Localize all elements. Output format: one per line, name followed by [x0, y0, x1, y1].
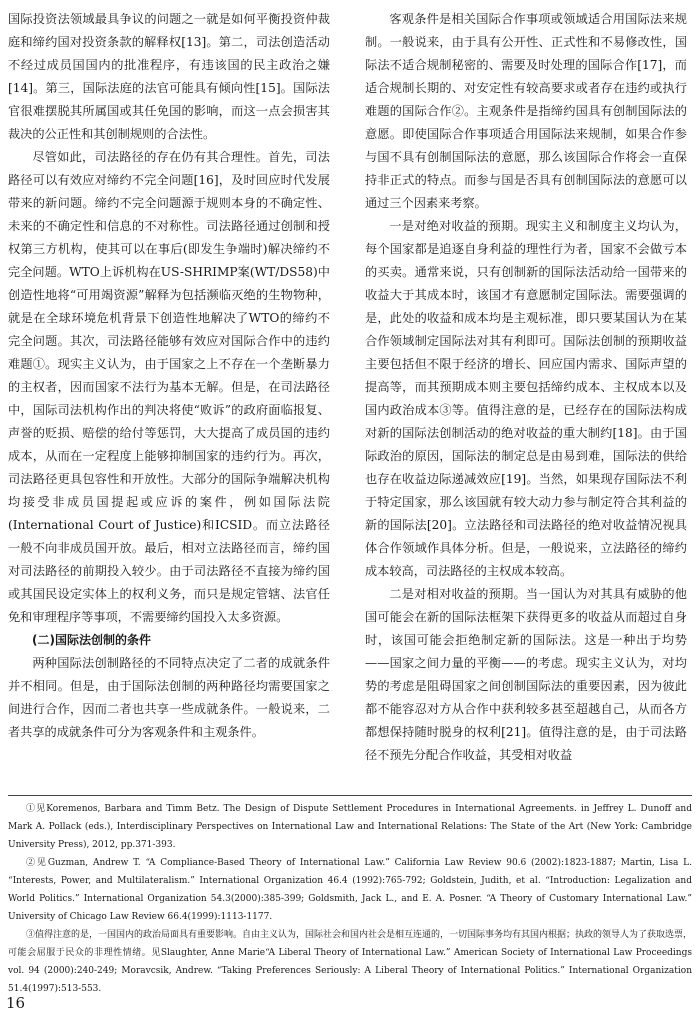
paragraph: 客观条件是相关国际合作事项或领域适合用国际法来规制。一般说来，由于具有公开性、正式性和不易修改性，国际法不适合规制秘密的、需要及时处理的国际合作[17]，而适合规制长期的、对安定性有较高要求或者存在违约或执行难题的国际合作②。主观条件是指缔约国具有创制国际法的意愿。即使国际合作事项适合用国际法来规制，如果合作参与国不具有创制国际法的意愿，那么该国际合作将会一直保持非正式的特点。而参与国是否具有创制国际法的意愿可以通过三个因素来考察。: [365, 12, 687, 210]
footnote: ③值得注意的是，一国国内的政治局面具有重要影响。自由主义认为，国际社会和国内社会是相互连通的，一切国际事务均有其国内根据；执政的领导人为了获取选票，可能会屈服于民众的非理性情绪。见Slaughter, Anne Marie“A Liberal Theory of International Law.” American Society of International Law Proceedings vol. 94 (2000):240-249; Moravcsik, Andrew. “Taking Preferences Seriously: A Liberal Theory of International Politics.” International Organization 51.4(1997):513-553.: [8, 930, 693, 994]
left-column: [8, 8, 330, 744]
footnotes: [8, 800, 692, 998]
paragraph: 尽管如此，司法路径的存在仍有其合理性。首先，司法路径可以有效应对缔约不完全问题[16]，及时回应时代发展带来的新问题。缔约不完全问题源于规则本身的不确定性、未来的不确定性和信息的不对称性。司法路径通过创制和授权第三方机构，使其可以在事后(即发生争端时)解决缔约不完全问题。WTO上诉机构在US-SHRIMP案(WT/DS58)中创造性地将“可用竭资源”解释为包括濒临灭绝的生物物种，就是在全球环境危机背景下创造性地解决了WTO的缔约不完全问题。其次，司法路径能够有效应对国际合作中的违约难题①。现实主义认为，由于国家之上不存在一个垄断暴力的主权者，因而国家不法行为基本无解。但是，在司法路径中，国际司法机构作出的判决将使“败诉”的政府面临报复、声誉的贬损、赔偿的给付等惩罚，大大提高了成员国的违约成本，从而在一定程度上能够抑制国家的违约行为。再次，司法路径更具包容性和开放性。大部分的国际争端解决机构均接受非成员国提起或应诉的案件，例如国际法院(International Court of Justice)和ICSID。而立法路径一般不向非成员国开放。最后，相对立法路径而言，缔约国对司法路径的前期投入较少。由于司法路径不直接为缔约国或其国民设定实体上的权利义务，而只是规定管辖、法官任免和审理程序等事项，不需要缔约国投入太多资源。: [8, 150, 330, 624]
paragraph: 两种国际法创制路径的不同特点决定了二者的成就条件并不相同。但是，由于国际法创制的两种路径均需要国家之间进行合作，因而二者也共享一些成就条件。一般说来，二者共享的成就条件可分为客观条件和主观条件。: [8, 656, 330, 739]
paragraph: 一是对绝对收益的预期。现实主义和制度主义均认为，每个国家都是追逐自身利益的理性行为者，国家不会做亏本的买卖。通常来说，只有创制新的国际法活动给一国带来的收益大于其成本时，该国才有意愿制定国际法。需要强调的是，此处的收益和成本均是主观标准，即只要某国认为在某合作领域制定国际法对其有利即可。国际法创制的预期收益主要包括但不限于经济的增长、回应国内需求、国际声望的提高等，而其预期成本则主要包括缔约成本、主权成本以及国内政治成本③等。值得注意的是，已经存在的国际法构成对新的国际法创制活动的绝对收益的重大制约[18]。由于国际政治的原因，国际法的制定总是由易到难，国际法的供给也存在收益边际递减效应[19]。当然，如果现存国际法不利于特定国家，那么该国就有较大动力参与制定符合其利益的新的国际法[20]。立法路径和司法路径的绝对收益情况视具体合作领域作具体分析。但是，一般说来，立法路径的缔约成本较高，司法路径的主权成本较高。: [365, 219, 687, 578]
right-column: [365, 8, 687, 767]
footnote: ①见Koremenos, Barbara and Timm Betz. The Design of Dispute Settlement Procedures in International Agreements. in Jeffrey L. Dunoff and Mark A. Pollack (eds.), Interdisciplinary Perspectives on International Law and International Relations: The State of the Art (New York: Cambridge University Press), 2012, pp.371-393.: [8, 804, 692, 850]
section-heading: (二)国际法创制的条件: [32, 633, 151, 647]
paragraph: 国际投资法领域最具争议的问题之一就是如何平衡投资仲裁庭和缔约国对投资条款的解释权[13]。第二，司法创造活动不经过成员国国内的批准程序，有违该国的民主政治之嫌[14]。第三，国际法庭的法官可能具有倾向性[15]。国际法官很难摆脱其所属国或其任免国的影响，而这一点会损害其裁决的公正性和其创制规则的合法性。: [8, 12, 330, 141]
paragraph: 二是对相对收益的预期。当一国认为对其具有威胁的他国可能会在新的国际法框架下获得更多的收益从而超过自身时，该国可能会拒绝制定新的国际法。这是一种出于均势——国家之间力量的平衡——的考虑。现实主义认为，对均势的考虑是阻碍国家之间创制国际法的重要因素，因为彼此都不能容忍对方从合作中获利较多甚至超越自己，从而各方都想保持随时脱身的权利[21]。值得注意的是，由于司法路径不预先分配合作收益，其受相对收益: [365, 587, 687, 762]
footnote-divider: [8, 795, 692, 796]
footnote: ②见Guzman, Andrew T. “A Compliance-Based Theory of International Law.” California Law Review 90.6 (2002):1823-1887; Martin, Lisa L. “Interests, Power, and Multilateralism.” International Organization 46.4 (1992):765-792; Goldstein, Judith, et al. “Introduction: Legalization and World Politics.” International Organization 54.3(2000):385-399; Goldsmith, Jack L., and E. A. Posner. “A Theory of Customary International Law.” University of Chicago Law Review 66.4(1999):1113-1177.: [8, 858, 692, 922]
page-number: 16: [6, 994, 26, 1012]
